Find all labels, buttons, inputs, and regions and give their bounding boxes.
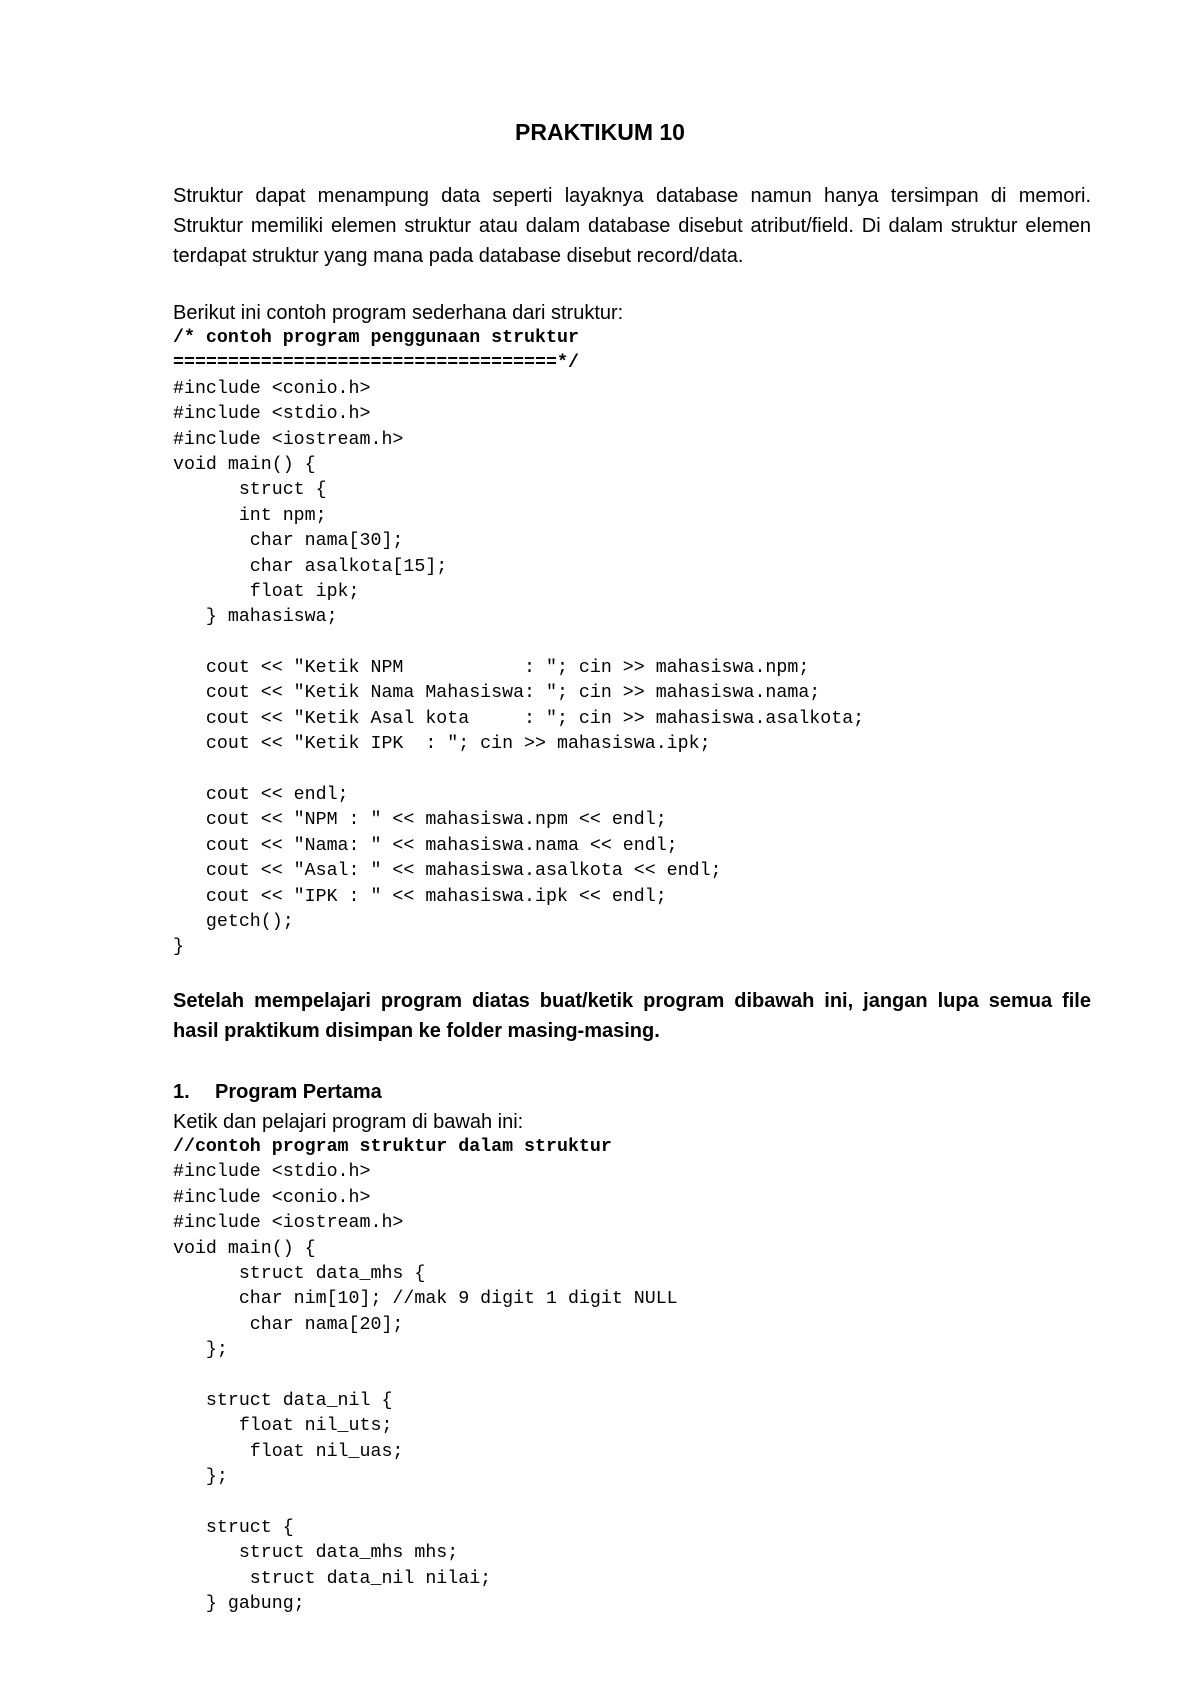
code-line: cout << endl; — [173, 785, 349, 806]
code-block-example — [173, 326, 864, 961]
code-line: struct data_mhs { — [173, 1263, 426, 1284]
code-line: struct { — [173, 1517, 294, 1538]
code-line: int npm; — [173, 505, 327, 526]
code-line: cout << "IPK : " << mahasiswa.ipk << endl; — [173, 886, 667, 907]
code-line: struct data_nil { — [173, 1390, 393, 1411]
code-line: /* contoh program penggunaan struktur — [173, 328, 579, 348]
code-line: struct data_nil nilai; — [173, 1568, 492, 1589]
code-line: getch(); — [173, 911, 294, 932]
code-line: cout << "Nama: " << mahasiswa.nama << endl; — [173, 835, 678, 856]
code-line: cout << "Ketik NPM : "; cin >> mahasiswa.npm; — [173, 658, 810, 679]
code-line: cout << "Asal: " << mahasiswa.asalkota << endl; — [173, 861, 722, 882]
example-intro-text: Berikut ini contoh program sederhana dari struktur: — [173, 302, 624, 324]
code-line: void main() { — [173, 454, 316, 475]
code-line: cout << "Ketik Nama Mahasiswa: "; cin >> mahasiswa.nama; — [173, 683, 821, 704]
page-title: PRAKTIKUM 10 — [515, 119, 685, 145]
code-line: //contoh program struktur dalam struktur — [173, 1137, 612, 1157]
code-line — [173, 1490, 678, 1515]
code-line: char nim[10]; //mak 9 digit 1 digit NULL — [173, 1289, 678, 1310]
code-line: }; — [173, 1467, 228, 1488]
code-line: char nama[20]; — [173, 1314, 404, 1335]
code-block-program-pertama — [173, 1135, 678, 1617]
code-line — [173, 631, 864, 656]
instruction-paragraph: Setelah mempelajari program diatas buat/ketik program dibawah ini, jangan lupa semua file hasil praktikum disimpan ke folder masing-masing. — [173, 990, 1091, 1042]
intro-paragraph: Struktur dapat menampung data seperti layaknya database namun hanya tersimpan di memori. Struktur memiliki elemen struktur atau dalam database disebut atribut/field. Di dalam struktur elemen terdapat struktur yang mana pada database disebut record/data. — [173, 185, 1091, 267]
section-number: 1. — [173, 1081, 190, 1103]
code-line: void main() { — [173, 1238, 316, 1259]
code-line: #include <iostream.h> — [173, 429, 404, 450]
code-line: } gabung; — [173, 1594, 305, 1615]
code-line: struct data_mhs mhs; — [173, 1543, 459, 1564]
code-line: #include <stdio.h> — [173, 404, 371, 425]
code-line: char nama[30]; — [173, 531, 404, 552]
code-line: ===================================*/ — [173, 353, 579, 374]
code-line: #include <stdio.h> — [173, 1162, 371, 1183]
section-heading-program-pertama — [173, 1078, 382, 1106]
code-line: }; — [173, 1340, 228, 1361]
code-line: } mahasiswa; — [173, 607, 338, 628]
section-subtext: Ketik dan pelajari program di bawah ini: — [173, 1111, 524, 1133]
code-line: float nil_uts; — [173, 1416, 393, 1437]
code-line: } — [173, 937, 184, 958]
code-line: #include <iostream.h> — [173, 1213, 404, 1234]
code-line: float ipk; — [173, 581, 360, 602]
code-line: cout << "Ketik Asal kota : "; cin >> mahasiswa.asalkota; — [173, 708, 865, 729]
code-line: #include <conio.h> — [173, 1187, 371, 1208]
code-line: float nil_uas; — [173, 1441, 404, 1462]
code-line — [173, 1364, 678, 1389]
code-line: #include <conio.h> — [173, 378, 371, 399]
code-line: cout << "Ketik IPK : "; cin >> mahasiswa.ipk; — [173, 734, 711, 755]
code-line — [173, 758, 864, 783]
code-line: char asalkota[15]; — [173, 556, 448, 577]
code-line: struct { — [173, 480, 327, 501]
section-title: Program Pertama — [215, 1081, 382, 1103]
code-line: cout << "NPM : " << mahasiswa.npm << endl; — [173, 810, 667, 831]
